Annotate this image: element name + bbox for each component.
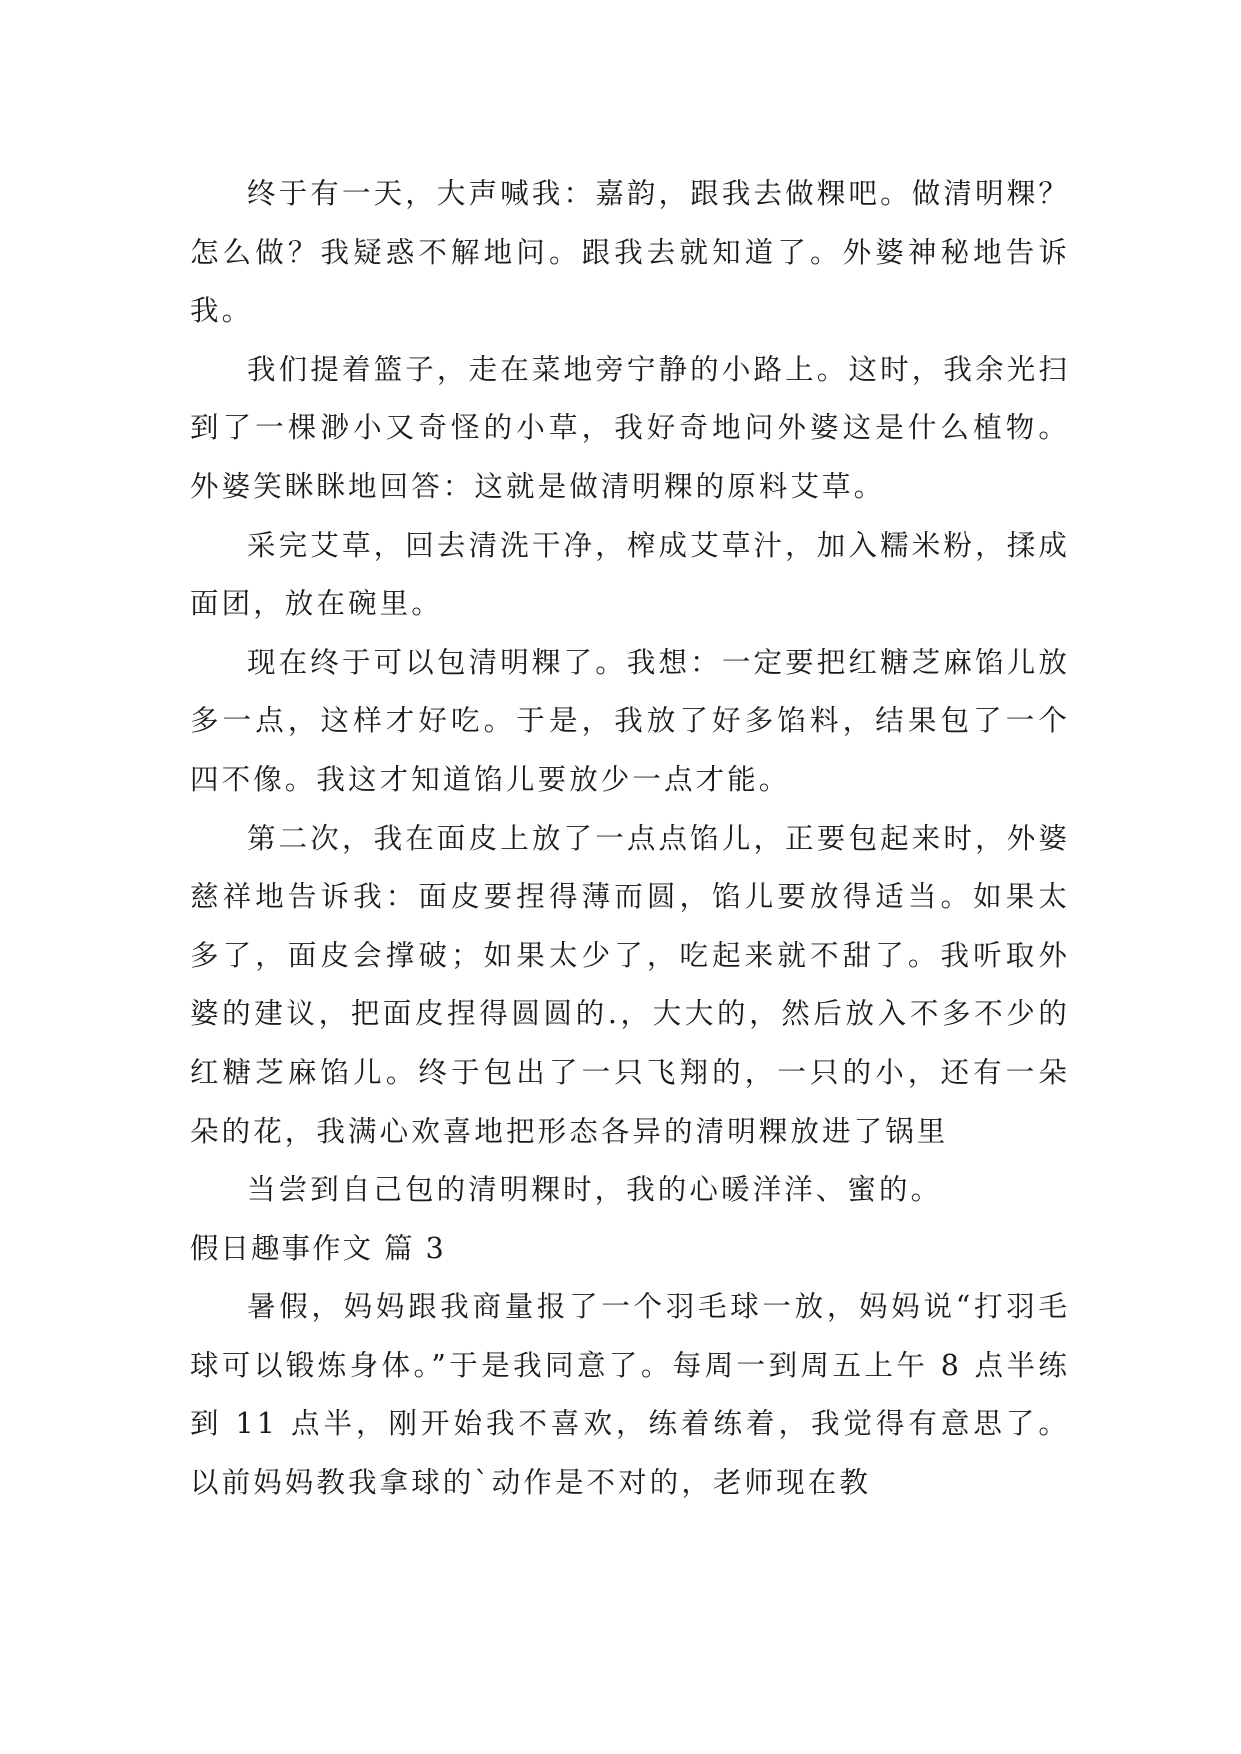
section-heading: 假日趣事作文 篇 3 [190, 1231, 446, 1265]
paragraph-1: 终于有一天，大声喊我：嘉韵，跟我去做粿吧。做清明粿？怎么做？我疑惑不解地问。跟我去就知道了。外婆神秘地告诉我。 [190, 177, 1070, 328]
paragraph-5: 第二次，我在面皮上放了一点点馅儿，正要包起来时，外婆慈祥地告诉我：面皮要捏得薄而圆，馅儿要放得适当。如果太多了，面皮会撑破；如果太少了，吃起来就不甜了。我听取外婆的建议，把面皮捏得圆圆的.，大大的，然后放入不多不少的红糖芝麻馅儿。终于包出了一只飞翔的，一只的小，还有一朵朵的花，我满心欢喜地把形态各异的清明粿放进了锅里 [190, 821, 1070, 1148]
document-page [190, 165, 1070, 1513]
paragraph-7: 暑假，妈妈跟我商量报了一个羽毛球一放，妈妈说“打羽毛球可以锻炼身体。”于是我同意了。每周一到周五上午 8 点半练到 11 点半，刚开始我不喜欢，练着练着，我觉得有意思了。以前妈妈教我拿球的`动作是不对的，老师现在教 [190, 1290, 1070, 1500]
paragraph-2: 我们提着篮子，走在菜地旁宁静的小路上。这时，我余光扫到了一棵渺小又奇怪的小草，我好奇地问外婆这是什么植物。外婆笑眯眯地回答：这就是做清明粿的原料艾草。 [190, 352, 1070, 503]
paragraph-6: 当尝到自己包的清明粿时，我的心暖洋洋、蜜的。 [247, 1173, 943, 1207]
paragraph-3: 采完艾草，回去清洗干净，榨成艾草汁，加入糯米粉，揉成面团，放在碗里。 [190, 528, 1070, 621]
paragraph-4: 现在终于可以包清明粿了。我想：一定要把红糖芝麻馅儿放多一点，这样才好吃。于是，我放了好多馅料，结果包了一个四不像。我这才知道馅儿要放少一点才能。 [190, 645, 1070, 796]
